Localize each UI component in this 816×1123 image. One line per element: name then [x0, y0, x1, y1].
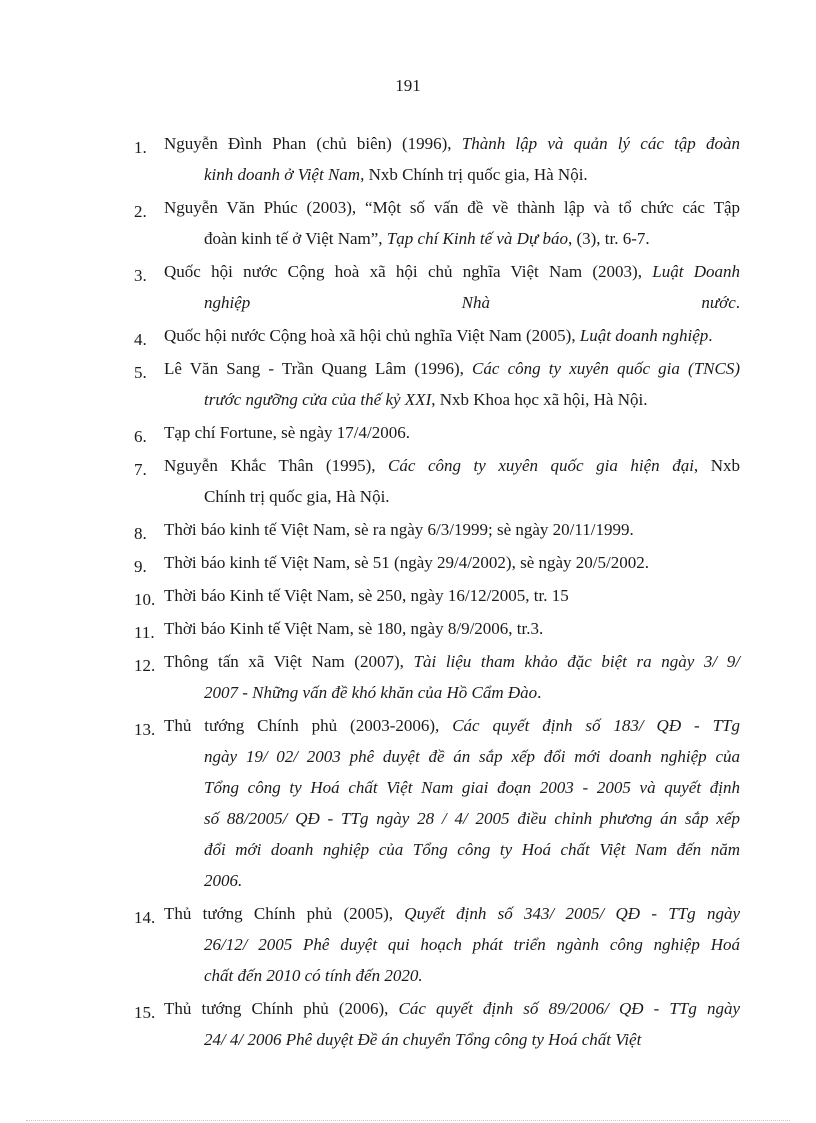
reference-number: 5.	[134, 363, 147, 382]
reference-title-text: 26/12/ 2005 Phê duyệt qui hoạch phát triển ngành công nghiệp Hoá	[204, 935, 740, 954]
reference-title-text: kinh doanh ở Việt Nam,	[204, 165, 365, 184]
reference-text: Nguyễn Đình Phan (chủ biên) (1996),	[164, 134, 462, 153]
reference-item	[130, 580, 740, 611]
reference-title-text: nghiệp Nhà nước	[204, 293, 736, 312]
reference-line	[164, 960, 740, 991]
reference-list	[130, 128, 740, 1057]
reference-text: Thời báo Kinh tế Việt Nam, sè 180, ngày 8/9/2006, tr.3.	[164, 619, 544, 638]
reference-text: Nguyễn Khắc Thân (1995),	[164, 456, 389, 475]
reference-title-text: Tạp chí Kinh tế và Dự báo	[386, 229, 568, 248]
reference-number: 14.	[134, 908, 156, 927]
reference-number: 15.	[134, 1003, 156, 1022]
reference-line	[164, 481, 740, 512]
page-bottom-rule	[26, 1120, 790, 1121]
reference-line	[164, 741, 740, 772]
reference-line	[164, 514, 740, 545]
reference-line	[164, 646, 740, 677]
reference-title-text: 24/ 4/ 2006 Phê duyệt Đề án chuyển Tổng công ty Hoá chất Việt	[204, 1030, 642, 1049]
reference-line	[164, 256, 740, 287]
reference-title-text: Các công ty xuyên quốc gia hiện đại	[388, 456, 694, 475]
reference-title-text: Các quyết định số 183/ QĐ - TTg	[452, 716, 741, 735]
reference-number: 7.	[134, 460, 147, 479]
reference-number: 1.	[134, 138, 147, 157]
reference-title-text: trước ngưỡng cửa của thế kỷ XXI	[204, 390, 432, 409]
reference-line	[164, 865, 740, 896]
reference-number: 10.	[134, 590, 156, 609]
reference-line	[164, 417, 740, 448]
reference-number: 3.	[134, 266, 147, 285]
reference-line	[164, 320, 740, 351]
reference-item	[130, 450, 740, 512]
reference-line	[164, 834, 740, 865]
reference-line	[164, 613, 740, 644]
reference-title-text: Các công ty xuyên quốc gia (TNCS)	[472, 359, 741, 378]
reference-line	[164, 803, 740, 834]
reference-item	[130, 192, 740, 254]
reference-title-text: 2006.	[204, 871, 243, 890]
reference-text: , Nxb Khoa học xã hội, Hà Nội.	[431, 390, 648, 409]
reference-line	[164, 223, 740, 254]
reference-line	[164, 580, 740, 611]
reference-text: Lê Văn Sang - Trần Quang Lâm (1996),	[164, 359, 473, 378]
reference-text: Nguyễn Văn Phúc (2003), “Một số vấn đề về thành lập và tổ chức các Tập	[164, 198, 740, 217]
reference-item	[130, 514, 740, 545]
reference-number: 11.	[134, 623, 155, 642]
reference-text: đoàn kinh tế ở Việt Nam”,	[204, 229, 387, 248]
reference-item	[130, 993, 740, 1055]
reference-title-text: 2007 - Những vấn đề khó khăn của Hồ Cẩm Đào	[204, 683, 538, 702]
reference-title-text: Luật doanh nghiệp	[579, 326, 709, 345]
reference-item	[130, 128, 740, 190]
reference-item	[130, 320, 740, 351]
reference-title-text: ngày 19/ 02/ 2003 phê duyệt đề án sắp xếp đổi mới doanh nghiệp của	[204, 747, 740, 766]
reference-title-text: Tài liệu tham khảo đặc biệt ra ngày 3/ 9/	[413, 652, 740, 671]
reference-title-text: Các quyết định số 89/2006/ QĐ - TTg ngày	[398, 999, 740, 1018]
reference-line	[164, 353, 740, 384]
reference-text: Thời báo kinh tế Việt Nam, sè 51 (ngày 29/4/2002), sè ngày 20/5/2002.	[164, 553, 649, 572]
reference-title-text: chất đến 2010 có tính đến 2020.	[204, 966, 423, 985]
reference-text: , (3), tr. 6-7.	[567, 229, 650, 248]
reference-text: Thủ tướng Chính phủ (2006),	[164, 999, 399, 1018]
reference-item	[130, 613, 740, 644]
reference-line	[164, 450, 740, 481]
reference-text: .	[537, 683, 542, 702]
reference-line	[164, 710, 740, 741]
reference-line	[164, 677, 740, 708]
reference-number: 6.	[134, 427, 147, 446]
reference-line	[164, 898, 740, 929]
reference-title-text: Quyết định số 343/ 2005/ QĐ - TTg ngày	[404, 904, 740, 923]
reference-item	[130, 547, 740, 578]
reference-text: .	[708, 326, 713, 345]
reference-item	[130, 710, 740, 896]
reference-line	[164, 192, 740, 223]
reference-text: Thời báo kinh tế Việt Nam, sè ra ngày 6/3/1999; sè ngày 20/11/1999.	[164, 520, 634, 539]
reference-item	[130, 417, 740, 448]
reference-line	[164, 993, 740, 1024]
reference-item	[130, 898, 740, 991]
reference-text: Quốc hội nước Cộng hoà xã hội chủ nghĩa Việt Nam (2003),	[164, 262, 653, 281]
reference-number: 2.	[134, 202, 147, 221]
reference-number: 9.	[134, 557, 147, 576]
reference-text: Thủ tướng Chính phủ (2003-2006),	[164, 716, 453, 735]
reference-text: Thông tấn xã Việt Nam (2007),	[164, 652, 414, 671]
reference-number: 8.	[134, 524, 147, 543]
reference-text: Quốc hội nước Cộng hoà xã hội chủ nghĩa Việt Nam (2005),	[164, 326, 580, 345]
reference-line	[164, 929, 740, 960]
reference-text: , Nxb	[693, 456, 740, 475]
reference-item	[130, 256, 740, 318]
reference-text: .	[735, 293, 740, 312]
reference-text: Chính trị quốc gia, Hà Nội.	[204, 487, 390, 506]
reference-text: Tạp chí Fortune, sè ngày 17/4/2006.	[164, 423, 410, 442]
reference-title-text: Tổng công ty Hoá chất Việt Nam giai đoạn 2003 - 2005 và quyết định	[204, 778, 740, 797]
reference-number: 13.	[134, 720, 156, 739]
reference-text: Nxb Chính trị quốc gia, Hà Nội.	[364, 165, 588, 184]
reference-title-text: Luật Doanh	[652, 262, 740, 281]
reference-title-text: Thành lập và quản lý các tập đoàn	[461, 134, 741, 153]
reference-number: 12.	[134, 656, 156, 675]
reference-line	[164, 384, 740, 415]
reference-text: Thủ tướng Chính phủ (2005),	[164, 904, 405, 923]
reference-line	[164, 1024, 740, 1055]
reference-line	[164, 287, 740, 318]
reference-line	[164, 547, 740, 578]
reference-line	[164, 128, 740, 159]
page-number: 191	[395, 76, 421, 95]
reference-line	[164, 772, 740, 803]
reference-title-text: đổi mới doanh nghiệp của Tổng công ty Hoá chất Việt Nam đến năm	[204, 840, 740, 859]
reference-text: Thời báo Kinh tế Việt Nam, sè 250, ngày 16/12/2005, tr. 15	[164, 586, 569, 605]
reference-line	[164, 159, 740, 190]
reference-item	[130, 353, 740, 415]
reference-title-text: số 88/2005/ QĐ - TTg ngày 28 / 4/ 2005 điều chỉnh phương án sắp xếp	[204, 809, 740, 828]
reference-item	[130, 646, 740, 708]
reference-number: 4.	[134, 330, 147, 349]
